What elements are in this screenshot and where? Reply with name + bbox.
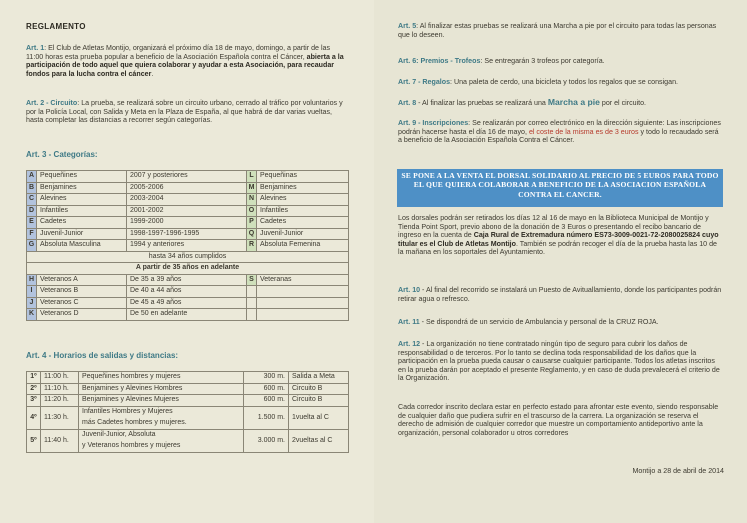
category-note-row	[27, 251, 349, 263]
schedule-route: Salida a Meta	[289, 372, 349, 384]
category-years: De 40 a 44 años	[127, 286, 247, 298]
art6-text: : Se entregarán 3 trofeos por categoría.	[480, 57, 605, 65]
category-note: hasta 34 años cumplidos	[27, 251, 349, 263]
category-name: Alevines	[37, 194, 127, 206]
left.art3.vets-row	[27, 297, 349, 309]
left.art3.rows-row	[27, 217, 349, 229]
dorsales-text: Los dorsales podrán ser retirados los días 12 al 16 de mayo en la Biblioteca Municipal de Montijo y Tienda Point Sport, previo abono de la donación de 3 Euros o presentando el recibo bancario de ingreso en la cuenta de	[398, 214, 709, 240]
closing-paragraph: Cada corredor inscrito declara estar en perfecto estado para afrontar este evento, siendo responsable de cualquier daño que pudiera sufrir en el trascurso de la carrera. La organización se reserva el derecho de admisión de cualquier corredor que muestre un comportamiento antideportivo ante la organización, personal colaborador u otros corredores	[398, 403, 719, 437]
art9-text: : Se realizarán por correo electrónico en la dirección siguiente: Las inscripciones podrán hacerse hasta el día 16 de mayo,	[398, 119, 721, 136]
category-name-female: Pequeñinas	[257, 171, 349, 183]
left.art3.rows-row	[27, 194, 349, 206]
art8-end: por el circuito.	[599, 99, 647, 107]
date-line: Montijo a 28 de abril de 2014	[632, 467, 724, 475]
schedule-category: Juvenil-Junior, Absoluta	[79, 429, 244, 441]
art8-highlight: Marcha a pie	[547, 97, 600, 107]
category-letter-female: P	[247, 217, 257, 229]
article-1	[26, 44, 348, 78]
category-name: Cadetes	[37, 217, 127, 229]
schedule-route: 1vuelta al C	[289, 406, 349, 429]
left.art3.rows-row	[27, 182, 349, 194]
left.art3.rows-row	[27, 205, 349, 217]
category-years: De 45 a 49 años	[127, 297, 247, 309]
article-11	[398, 318, 724, 327]
category-letter-female	[247, 309, 257, 321]
art3-label: Art. 3 - Categorías:	[26, 150, 98, 159]
left.art3.rows-row	[27, 228, 349, 240]
category-letter: J	[27, 297, 37, 309]
category-letter: G	[27, 240, 37, 252]
category-name-female	[257, 297, 349, 309]
left.art3.rows-row	[27, 171, 349, 183]
schedule-route: Circuito B	[289, 383, 349, 395]
article-9	[398, 119, 724, 145]
category-letter: B	[27, 182, 37, 194]
article-10	[398, 286, 724, 303]
art9-end: y todo lo recaudado será a beneficio de la Asociación Española Contra el Cáncer.	[398, 127, 719, 145]
category-years: 1999-2000	[127, 217, 247, 229]
category-years: 2001-2002	[127, 205, 247, 217]
category-name-female: Alevines	[257, 194, 349, 206]
schedule-order: 1º	[27, 372, 41, 384]
left.art3.rows-row	[27, 240, 349, 252]
category-letter: I	[27, 286, 37, 298]
art11-text: - Se dispondrá de un servicio de Ambulancia y personal de la CRUZ ROJA.	[419, 318, 659, 326]
article-12	[398, 340, 724, 383]
art12-text: - La organización no tiene contratado ningún tipo de seguro para cubrir los daños de responsabilidad o de terceros. Por lo tanto se declina toda responsabilidad de los daños que la participación en la prueba pueda causar o causarse cualquier participante. Todos los atletas inscritos en la prueba darán por aceptado el presente Reglamento, y en caso de duda prevalecerá el criterio de la Organización.	[398, 340, 720, 383]
schedule-distance: 600 m.	[244, 395, 289, 407]
category-name: Veteranos A	[37, 274, 127, 286]
art10-label: Art. 10	[398, 286, 421, 294]
category-name-female: Juvenil-Junior	[257, 228, 349, 240]
category-name-female: Veteranas	[257, 274, 349, 286]
art11-label: Art. 11	[398, 318, 420, 326]
schedule-row	[27, 372, 349, 384]
art10-text: - Al final del recorrido se instalará un Puesto de Avituallamiento, donde los participantes podrán retirar agua o refresco.	[398, 286, 722, 303]
category-letter: A	[27, 171, 37, 183]
category-letter: C	[27, 194, 37, 206]
art1-text: : El Club de Atletas Montijo, organizará el próximo día 18 de mayo, domingo, a partir de las 11:00 horas esta prueba popular a beneficio de la Asociación Española contra el Cáncer,	[26, 44, 331, 61]
categories-table	[26, 170, 349, 321]
art7-label: Art. 7 - Regalos	[398, 78, 451, 86]
schedule-category-cont: y Veteranos hombres y mujeres	[79, 441, 244, 453]
article-6	[398, 57, 724, 66]
left.art3.vets-row	[27, 286, 349, 298]
category-name: Absoluta Masculina	[37, 240, 127, 252]
category-letter-female: L	[247, 171, 257, 183]
category-letter: D	[27, 205, 37, 217]
category-letter-female: M	[247, 182, 257, 194]
art2-label: Art. 2 - Circuito	[26, 99, 78, 107]
category-years: 2005-2006	[127, 182, 247, 194]
art8-label: Art. 8	[398, 99, 417, 107]
schedule-distance: 3.000 m.	[244, 429, 289, 452]
category-letter-female: R	[247, 240, 257, 252]
category-name: Pequeñines	[37, 171, 127, 183]
article-2	[26, 99, 348, 125]
category-years: De 50 en adelante	[127, 309, 247, 321]
category-name: Veteranos D	[37, 309, 127, 321]
schedule-order: 5º	[27, 429, 41, 452]
schedule-category: Infantiles Hombres y Mujeres	[79, 406, 244, 418]
solidarity-banner: SE PONE A LA VENTA EL DORSAL SOLIDARIO AL PRECIO DE 5 EUROS PARA TODO EL QUE QUIERA COLABORAR A BENEFICIO DE LA ASOCIACION ESPAÑOLA CONTRA EL CANCER.	[397, 169, 723, 207]
category-letter: K	[27, 309, 37, 321]
art7-text: : Una paleta de cerdo, una bicicleta y todos los regalos que se consigan.	[450, 78, 678, 86]
category-name-female: Cadetes	[257, 217, 349, 229]
category-years: De 35 a 39 años	[127, 274, 247, 286]
art8-text: - Al finalizar las pruebas se realizará una	[416, 99, 548, 107]
schedule-table	[26, 371, 349, 453]
schedule-category: Pequeñines hombres y mujeres	[79, 372, 244, 384]
article-8	[398, 98, 724, 108]
category-years: 2003-2004	[127, 194, 247, 206]
category-years: 2007 y posteriores	[127, 171, 247, 183]
schedule-row	[27, 406, 349, 418]
category-letter: H	[27, 274, 37, 286]
category-name: Veteranos C	[37, 297, 127, 309]
art5-text: : Al finalizar estas pruebas se realizará una Marcha a pie por el circuito para todas las personas que lo deseen.	[398, 22, 717, 39]
schedule-time: 11:10 h.	[41, 383, 79, 395]
category-years: 1998-1997-1996-1995	[127, 228, 247, 240]
schedule-category-cont: más Cadetes hombres y mujeres.	[79, 418, 244, 430]
art9-highlight: el coste de la misma es de 3 euros	[528, 127, 639, 136]
schedule-distance: 600 m.	[244, 383, 289, 395]
dorsales-end: . También se podrán recoger el día de la prueba hasta las 10 de la mañana en los soportales del Ayuntamiento.	[398, 239, 717, 257]
category-name-female	[257, 286, 349, 298]
category-name-female: Benjamines	[257, 182, 349, 194]
category-letter: E	[27, 217, 37, 229]
category-name: Benjamines	[37, 182, 127, 194]
art9-label: Art. 9 - Inscripciones	[398, 119, 469, 127]
schedule-time: 11:30 h.	[41, 406, 79, 429]
schedule-category: Benjamines y Alevines Mujeres	[79, 395, 244, 407]
schedule-order: 3º	[27, 395, 41, 407]
schedule-row	[27, 395, 349, 407]
category-letter-female: S	[247, 274, 257, 286]
category-letter-female: Q	[247, 228, 257, 240]
left.art3.vets-row	[27, 309, 349, 321]
art1-end: .	[151, 69, 154, 78]
category-letter-female	[247, 286, 257, 298]
art1-label: Art. 1	[26, 44, 45, 52]
art2-text: : La prueba, se realizará sobre un circuito urbano, cerrado al tráfico por voluntarios y por la Policía Local, con Salida y Meta en la Plaza de España, al que habrá de dar varias vueltas, hasta completar las distancias a recorrer según categorías.	[26, 99, 343, 125]
category-name-female: Infantiles	[257, 205, 349, 217]
schedule-row	[27, 429, 349, 441]
category-letter-female: N	[247, 194, 257, 206]
schedule-time: 11:40 h.	[41, 429, 79, 452]
art6-label: Art. 6: Premios - Trofeos	[398, 57, 481, 65]
article-7	[398, 78, 724, 87]
dorsales-paragraph	[398, 214, 724, 257]
left.art3.vets-row	[27, 274, 349, 286]
category-note: A partir de 35 años en adelante	[27, 263, 349, 275]
category-letter: F	[27, 228, 37, 240]
schedule-order: 4º	[27, 406, 41, 429]
schedule-route: Circuito B	[289, 395, 349, 407]
art1-bold: abierta a la participación de todo aquel que quiera colaborar y ayudar a esta Asociación, para recaudar fondos para la lucha contra el cáncer	[26, 52, 344, 78]
art5-label: Art. 5	[398, 22, 417, 30]
category-name-female	[257, 309, 349, 321]
category-name-female: Absoluta Femenina	[257, 240, 349, 252]
category-letter-female: O	[247, 205, 257, 217]
schedule-row	[27, 383, 349, 395]
category-name: Juvenil-Junior	[37, 228, 127, 240]
schedule-distance: 1.500 m.	[244, 406, 289, 429]
art12-label: Art. 12	[398, 340, 421, 348]
category-note-row	[27, 263, 349, 275]
category-letter-female	[247, 297, 257, 309]
category-name: Veteranos B	[37, 286, 127, 298]
schedule-time: 11:20 h.	[41, 395, 79, 407]
category-years: 1994 y anteriores	[127, 240, 247, 252]
page-title: REGLAMENTO	[26, 22, 86, 31]
category-name: Infantiles	[37, 205, 127, 217]
article-5	[398, 22, 724, 39]
bank-account: Caja Rural de Extremadura número ES73-3009-0021-72-2080025824 cuyo titular es el Club de Atletas Montijo	[398, 231, 719, 248]
schedule-distance: 300 m.	[244, 372, 289, 384]
art4-label: Art. 4 - Horarios de salidas y distancias:	[26, 351, 179, 360]
schedule-category: Benjamines y Alevines Hombres	[79, 383, 244, 395]
schedule-time: 11:00 h.	[41, 372, 79, 384]
schedule-order: 2º	[27, 383, 41, 395]
schedule-route: 2vueltas al C	[289, 429, 349, 452]
